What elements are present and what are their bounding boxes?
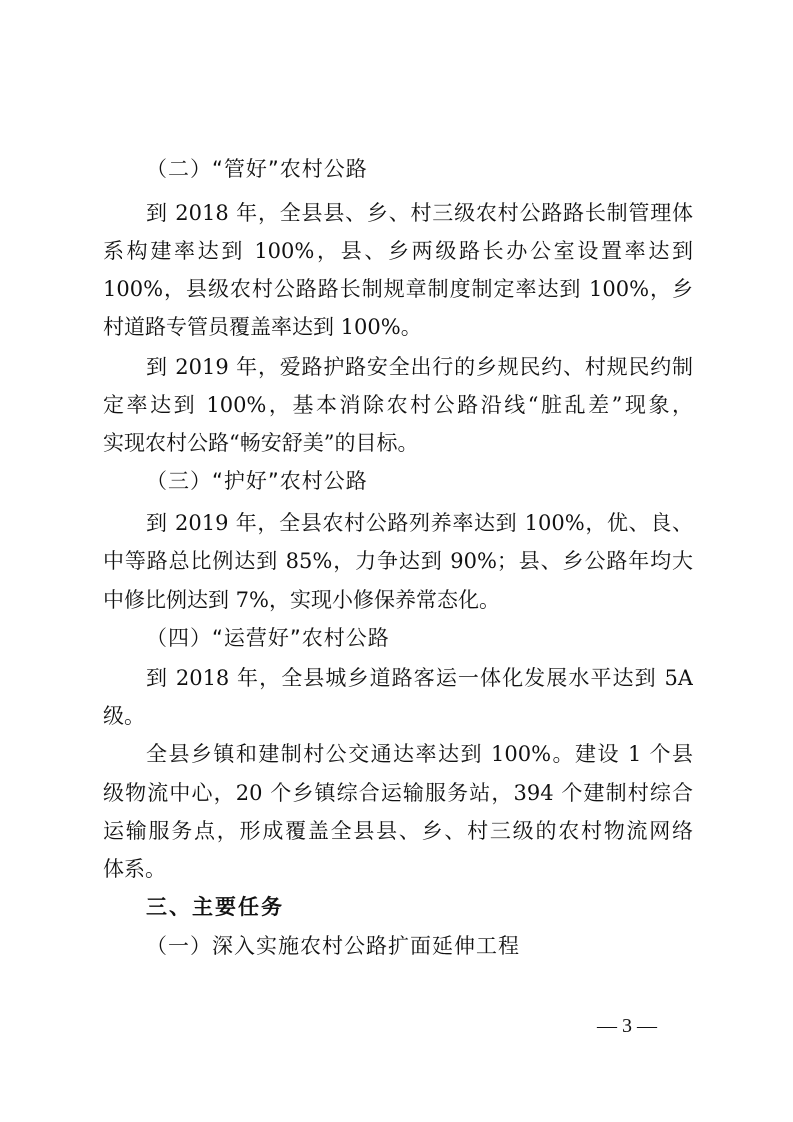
paragraph-line: 中等路总比例达到 85%，力争达到 90%；县、乡公路年均大 bbox=[103, 549, 693, 573]
paragraph-line: 到 2018 年，全县城乡道路客运一体化发展水平达到 5A bbox=[146, 666, 693, 690]
paragraph-line: 100%，县级农村公路路长制规章制度制定率达到 100%，乡 bbox=[103, 277, 693, 301]
subheading-kuomian-yanshen: （一）深入实施农村公路扩面延伸工程 bbox=[146, 934, 520, 958]
paragraph-line: 到 2018 年，全县县、乡、村三级农村公路路长制管理体 bbox=[146, 201, 693, 225]
paragraph-line: 村道路专管员覆盖率达到 100%。 bbox=[103, 315, 422, 339]
paragraph-line: 到 2019 年，全县农村公路列养率达到 100%，优、良、 bbox=[146, 511, 693, 535]
section-heading-main-tasks: 三、主要任务 bbox=[146, 895, 284, 919]
paragraph-line: 运输服务点，形成覆盖全县县、乡、村三级的农村物流网络 bbox=[103, 819, 693, 843]
paragraph-line: 体系。 bbox=[103, 857, 166, 881]
paragraph-line: 系构建率达到 100%，县、乡两级路长办公室设置率达到 bbox=[103, 239, 693, 263]
subheading-huhao: （三）“护好”农村公路 bbox=[146, 469, 368, 493]
subheading-guanhao: （二）“管好”农村公路 bbox=[146, 157, 368, 181]
paragraph-line: 全县乡镇和建制村公交通达率达到 100%。建设 1 个县 bbox=[146, 742, 693, 766]
page-number: — 3 — bbox=[597, 1015, 657, 1037]
paragraph-line: 到 2019 年，爱路护路安全出行的乡规民约、村规民约制 bbox=[146, 355, 693, 379]
paragraph-line: 定率达到 100%，基本消除农村公路沿线“脏乱差”现象， bbox=[103, 393, 693, 417]
paragraph-line: 实现农村公路“畅安舒美”的目标。 bbox=[103, 431, 419, 455]
paragraph-line: 级物流中心，20 个乡镇综合运输服务站，394 个建制村综合 bbox=[103, 781, 693, 805]
subheading-yunyinghao: （四）“运营好”农村公路 bbox=[146, 626, 390, 650]
paragraph-line: 级。 bbox=[103, 704, 145, 728]
paragraph-line: 中修比例达到 7%，实现小修保养常态化。 bbox=[103, 588, 500, 612]
